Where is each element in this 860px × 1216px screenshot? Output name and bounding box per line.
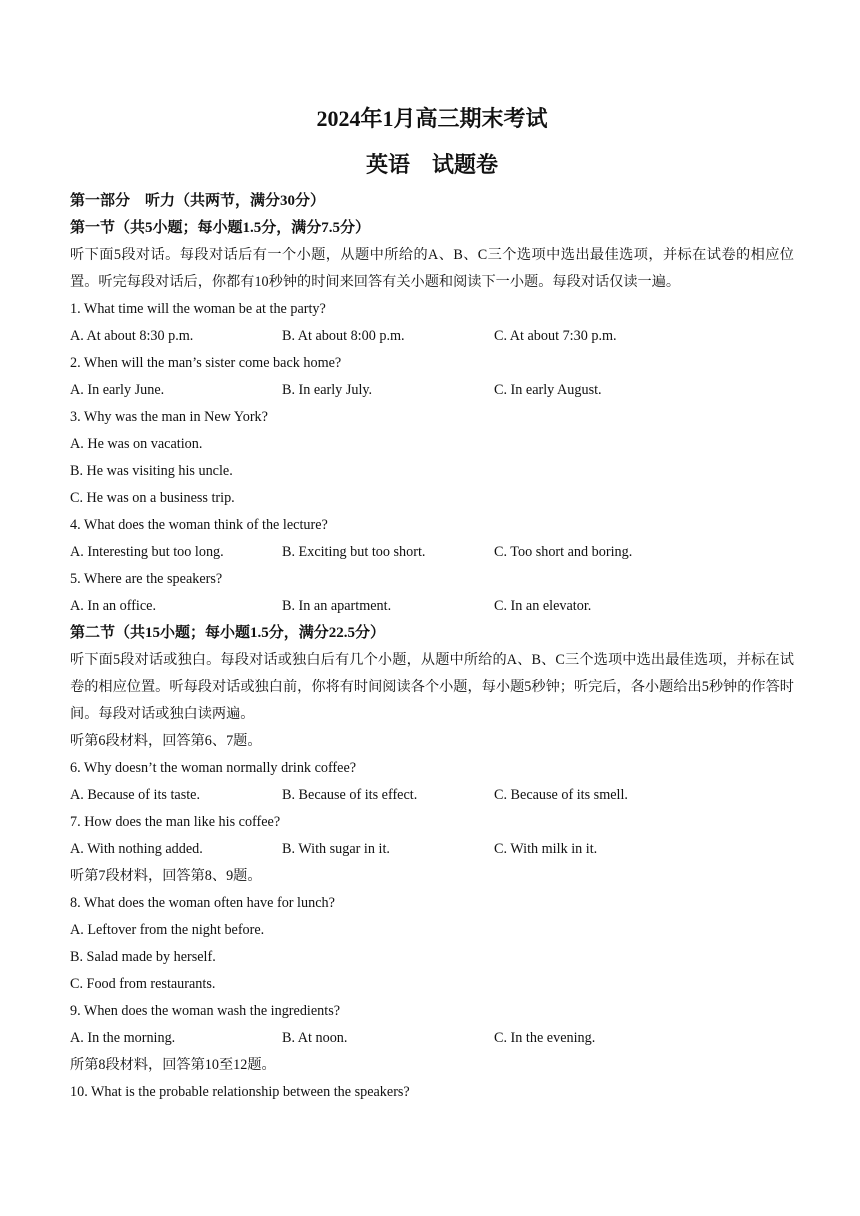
option-c: C. Food from restaurants. [70, 976, 216, 992]
question-5-options [70, 593, 794, 620]
option-a: A. Leftover from the night before. [70, 922, 265, 938]
question-7-options [70, 836, 794, 863]
material-note: 听第6段材料，回答第6、7题。 [70, 733, 262, 749]
option-a: A. He was on vacation. [70, 436, 203, 452]
option-b: B. In an apartment. [282, 598, 392, 614]
option-c: C. Too short and boring. [494, 544, 633, 560]
option-b: B. He was visiting his uncle. [70, 463, 233, 479]
part-heading: 第一部分 听力（共两节，满分30分） [70, 193, 326, 209]
option-a: A. In the morning. [70, 1030, 176, 1046]
question-5: 5. Where are the speakers? [70, 571, 223, 587]
option-a: A. Because of its taste. [70, 787, 201, 803]
option-b: B. At about 8:00 p.m. [282, 328, 405, 344]
question-4: 4. What does the woman think of the lecture? [70, 517, 328, 533]
question-8: 8. What does the woman often have for lunch? [70, 895, 335, 911]
option-a: A. At about 8:30 p.m. [70, 328, 194, 344]
option-b: B. With sugar in it. [282, 841, 390, 857]
option-b: B. Because of its effect. [282, 787, 418, 803]
section1-heading: 第一节（共5小题；每小题1.5分，满分7.5分） [70, 220, 371, 236]
option-c: C. In early August. [494, 382, 602, 398]
question-9-options [70, 1025, 794, 1052]
option-b: B. Exciting but too short. [282, 544, 426, 560]
question-2: 2. When will the man’s sister come back home? [70, 355, 342, 371]
question-1: 1. What time will the woman be at the party? [70, 301, 326, 317]
question-10: 10. What is the probable relationship between the speakers? [70, 1084, 410, 1100]
option-a: A. In an office. [70, 598, 157, 614]
question-7: 7. How does the man like his coffee? [70, 814, 281, 830]
question-6: 6. Why doesn’t the woman normally drink coffee? [70, 760, 357, 776]
option-c: C. In the evening. [494, 1030, 596, 1046]
option-b: B. At noon. [282, 1030, 348, 1046]
option-a: A. With nothing added. [70, 841, 203, 857]
question-6-options [70, 782, 794, 809]
exam-subtitle: 英语 试题卷 [365, 152, 498, 177]
question-3: 3. Why was the man in New York? [70, 409, 268, 425]
question-1-options [70, 323, 794, 350]
option-c: C. In an elevator. [494, 598, 592, 614]
section1-instructions: 听下面5段对话。每段对话后有一个小题，从题中所给的A、B、C三个选项中选出最佳选项，并标在试卷的相应位置。听完每段对话后，你都有10秒钟的时间来回答有关小题和阅读下一小题。每段对话仅读一遍。 [70, 247, 794, 290]
option-c: C. With milk in it. [494, 841, 598, 857]
option-c: C. Because of its smell. [494, 787, 628, 803]
option-b: B. Salad made by herself. [70, 949, 216, 965]
exam-title: 2024年1月高三期末考试 [316, 106, 548, 131]
option-b: B. In early July. [282, 382, 373, 398]
question-9: 9. When does the woman wash the ingredients? [70, 1003, 341, 1019]
question-2-options [70, 377, 794, 404]
exam-page [70, 100, 794, 1106]
material-note: 所第8段材料，回答第10至12题。 [70, 1057, 276, 1073]
question-4-options [70, 539, 794, 566]
option-c: C. At about 7:30 p.m. [494, 328, 617, 344]
option-c: C. He was on a business trip. [70, 490, 235, 506]
section2-heading: 第二节（共15小题；每小题1.5分，满分22.5分） [70, 625, 386, 641]
option-a: A. Interesting but too long. [70, 544, 224, 560]
option-a: A. In early June. [70, 382, 165, 398]
section2-instructions: 听下面5段对话或独白。每段对话或独白后有几个小题，从题中所给的A、B、C三个选项中选出最佳选项，并标在试卷的相应位置。听每段对话或独白前，你将有时间阅读各个小题，每小题5秒钟；听完后，各小题给出5秒钟的作答时间。每段对话或独白读两遍。 [70, 652, 794, 722]
material-note: 听第7段材料，回答第8、9题。 [70, 868, 262, 884]
